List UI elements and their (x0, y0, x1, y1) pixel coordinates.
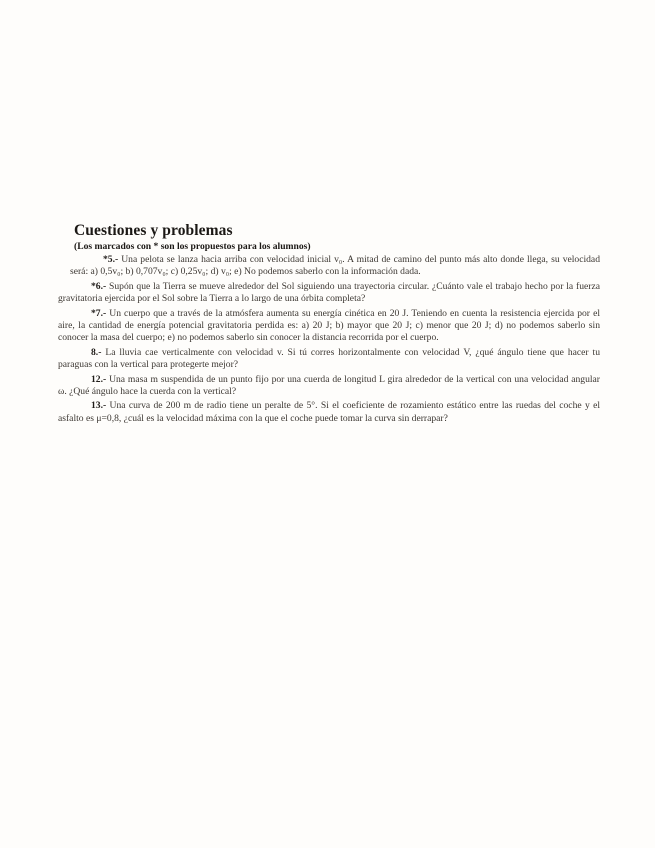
question-number: 12.- (91, 373, 107, 385)
question-text: Una pelota se lanza hacia arriba con velocidad inicial v₀. A mitad de camino del punto más alto donde llega, su velocidad será: a) 0,5v₀; b) 0,707v₀; c) 0,25v₀; d) v₀; e) No podemos saberlo con la información dada. (70, 254, 600, 278)
question-12 (58, 374, 600, 399)
question-number: *6.- (91, 280, 107, 292)
section-title: Cuestiones y problemas (74, 222, 233, 239)
question-number: *7.- (91, 307, 107, 319)
question-text: Supón que la Tierra se mueve alrededor del Sol siguiendo una trayectoria circular. ¿Cuánto vale el trabajo hecho por la fuerza gravitatoria ejercida por el Sol sobre la Tierra a lo largo de una órbita completa? (58, 280, 600, 305)
question-number: 8.- (91, 346, 102, 358)
question-text: La lluvia cae verticalmente con velocidad v. Si tú corres horizontalmente con velocidad V, ¿qué ángulo tiene que hacer tu paraguas con la vertical para protegerte mejor? (58, 346, 600, 371)
question-text: Un cuerpo que a través de la atmósfera aumenta su energía cinética en 20 J. Teniendo en cuenta la resistencia ejercida por el aire, la cantidad de energía potencial gravitatoria perdida es: a) 20 J; b) mayor que 20 J; c) menor que 20 J; d) no podemos saberlo sin conocer la masa del cuerpo; e) no podemos saberlo sin conocer la distancia recorrida por el cuerpo. (58, 307, 600, 344)
problem-set (58, 222, 600, 427)
question-8 (58, 347, 600, 372)
question-5 (70, 254, 600, 279)
question-number: *5.- (103, 254, 119, 265)
question-6 (58, 281, 600, 306)
section-subtitle: (Los marcados con * son los propuestos para los alumnos) (74, 241, 311, 252)
question-number: 13.- (91, 400, 107, 412)
question-7 (58, 308, 600, 345)
question-text: Una curva de 200 m de radio tiene un peralte de 5°. Si el coeficiente de rozamiento estático entre las ruedas del coche y el asfalto es μ=0,8, ¿cuál es la velocidad máxima con la que el coche puede tomar la curva sin derrapar? (58, 400, 601, 424)
question-text: Una masa m suspendida de un punto fijo por una cuerda de longitud L gira alrededor de la vertical con una velocidad angular ω. ¿Qué ángulo hace la cuerda con la vertical? (58, 373, 601, 398)
question-13 (58, 400, 600, 425)
